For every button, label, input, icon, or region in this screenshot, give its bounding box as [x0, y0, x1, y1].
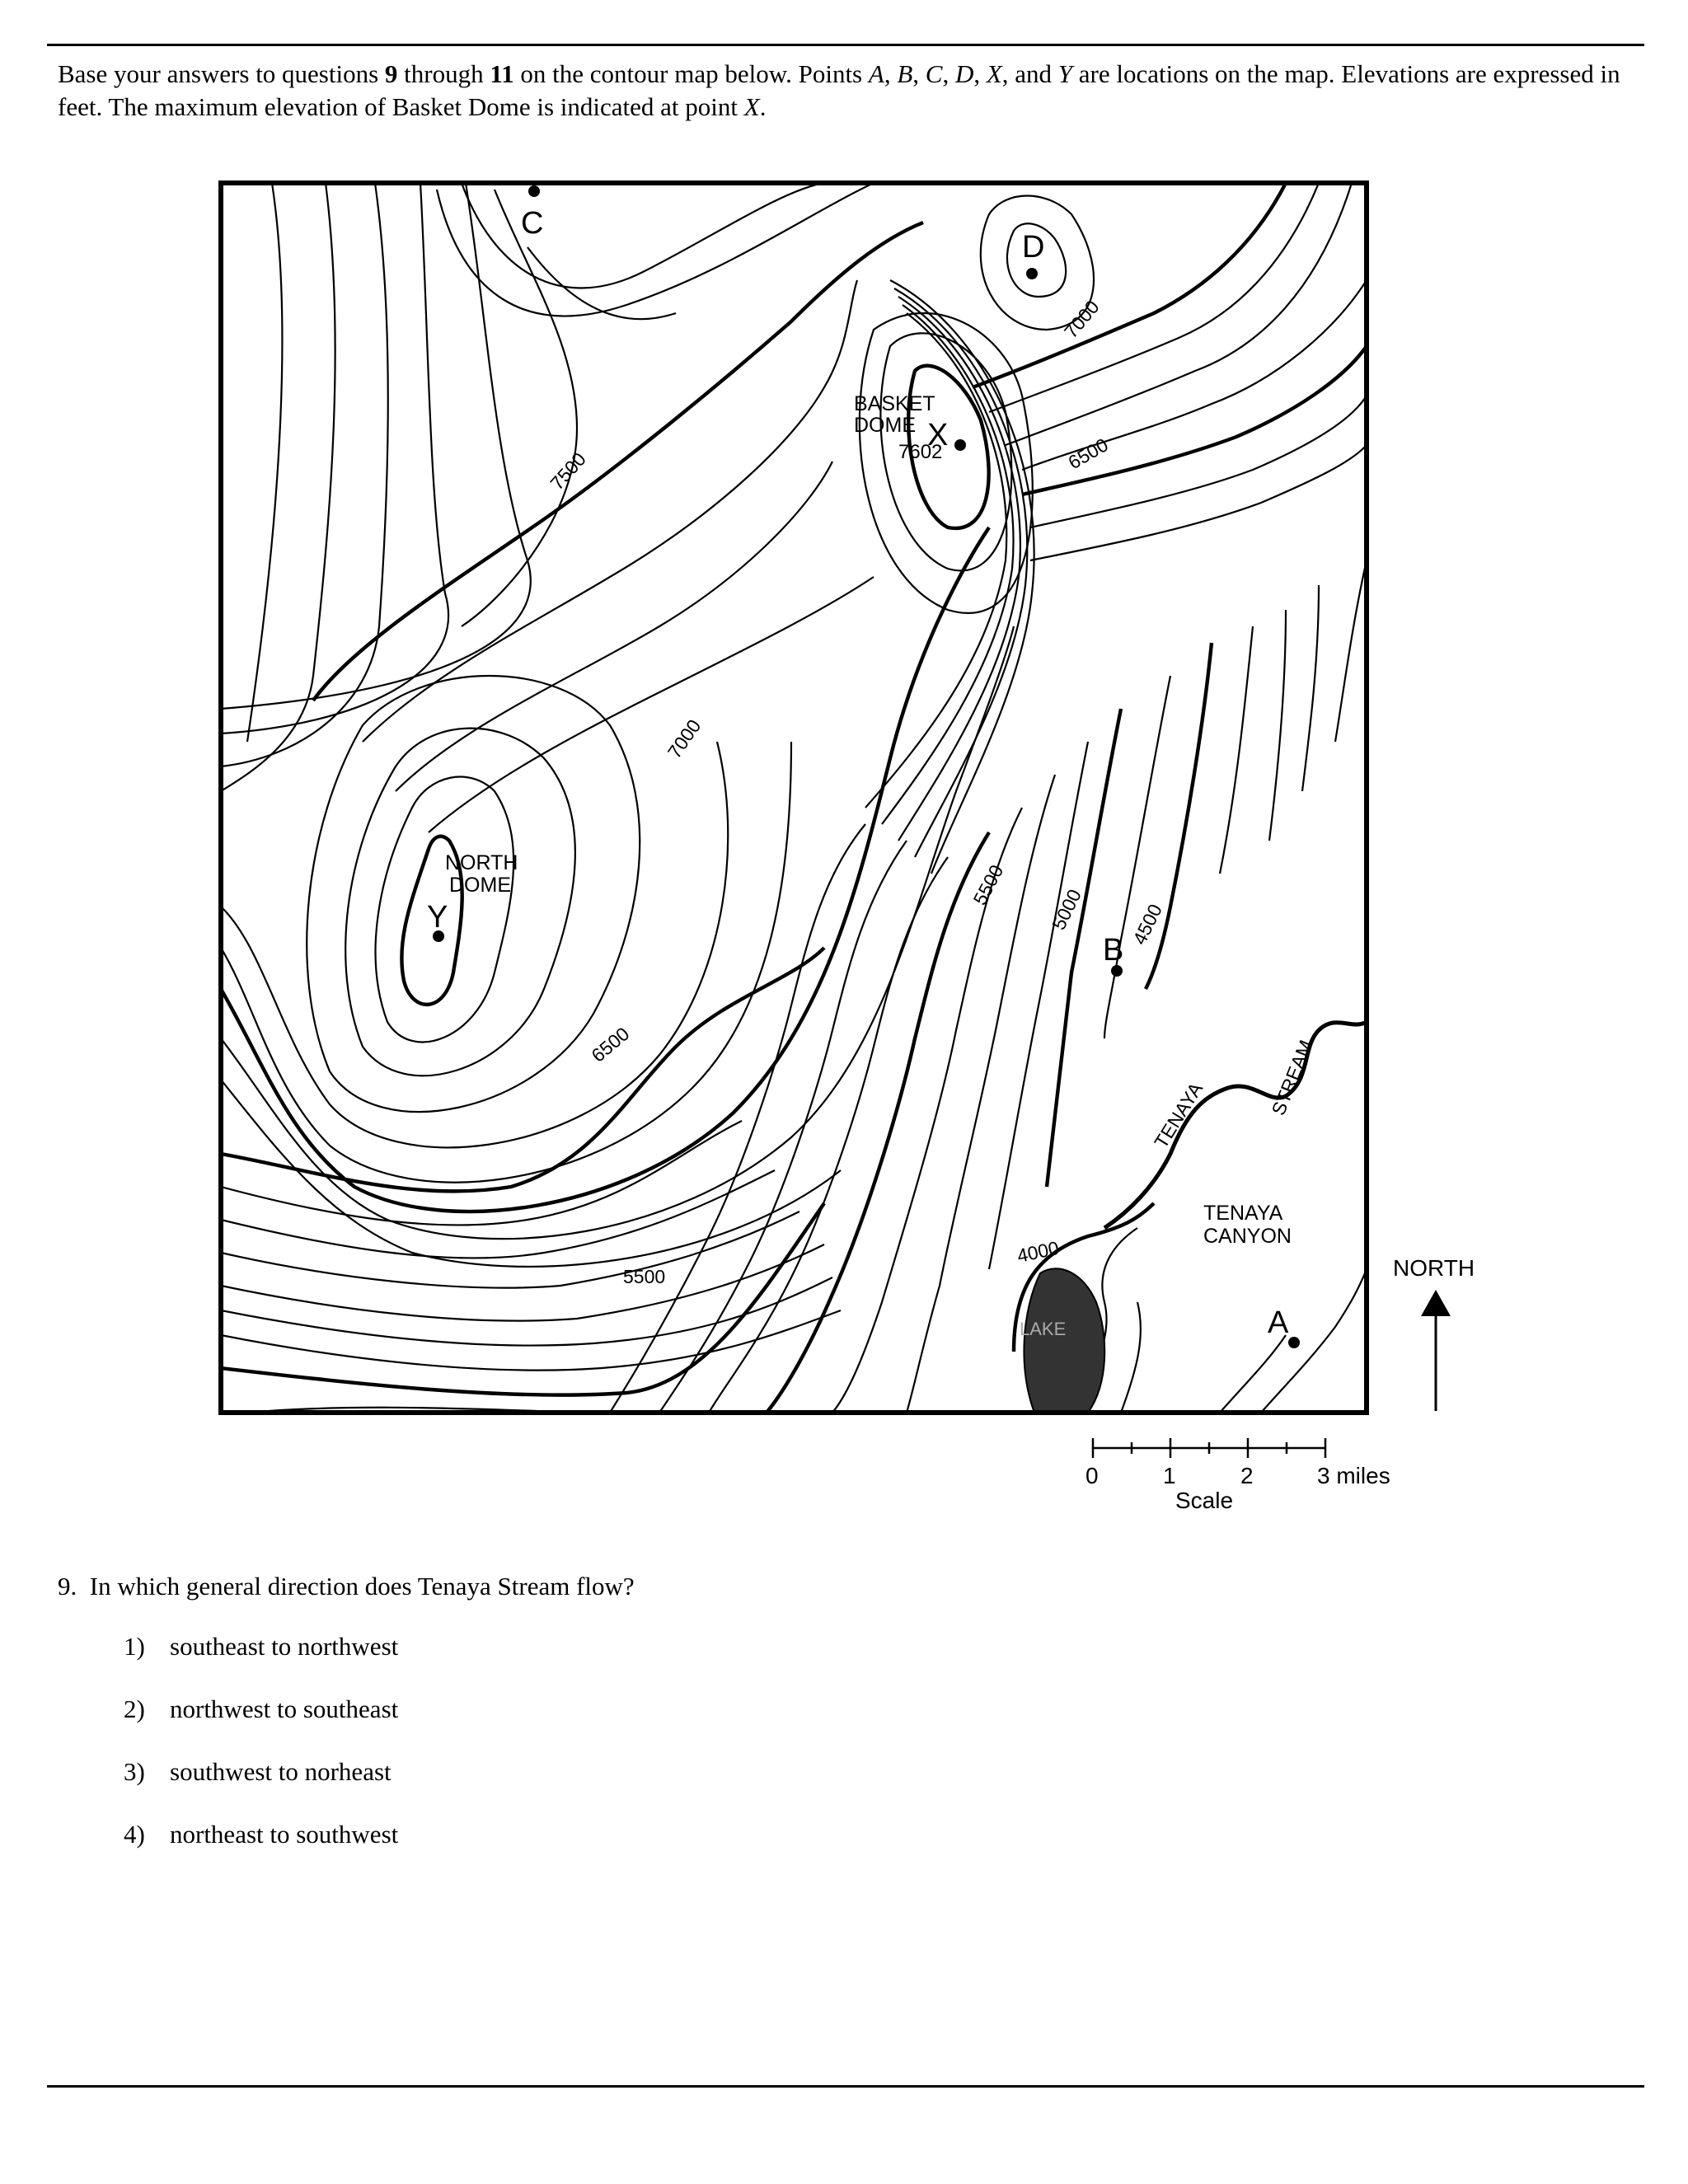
contour-line: [1302, 585, 1319, 791]
intro-point-y: Y: [1057, 59, 1073, 88]
intro-sep: ,: [912, 59, 926, 88]
option-number: 3): [124, 1757, 145, 1786]
contour-line: [1022, 280, 1367, 470]
contour-4500: [1146, 643, 1212, 989]
point-d-dot: [1026, 268, 1038, 279]
intro-sep: , and: [1001, 59, 1058, 88]
option-text: northwest to southeast: [170, 1694, 399, 1723]
intro-text: are locations on the map. Elevations are expressed in feet. The maximum elevation of Basket Dome is indicated at point: [58, 59, 1620, 121]
point-d-label: D: [1022, 230, 1045, 265]
option-text: southeast to northwest: [170, 1632, 399, 1661]
contour-line: [396, 462, 832, 791]
contour-line: [221, 183, 531, 709]
contour-line: [221, 183, 448, 733]
tenaya-stream-line: [1104, 1022, 1367, 1228]
contour-line: [221, 1310, 841, 1371]
contour-line: [1121, 1302, 1141, 1413]
canyon-label-line2: CANYON: [1203, 1225, 1292, 1248]
intro-text: on the contour map below. Points: [513, 59, 869, 88]
contour-label-7000-top: 7000: [1059, 296, 1104, 343]
basket-dome-label-line2: DOME: [854, 414, 916, 437]
answer-option-3[interactable]: [124, 1755, 398, 1818]
contour-label-5500-mid: 5500: [968, 860, 1008, 909]
contour-line: [1104, 676, 1170, 1038]
intro-sep: ,: [884, 59, 898, 88]
answer-options: [124, 1630, 398, 1881]
answer-option-2[interactable]: [124, 1693, 398, 1755]
option-number: 4): [124, 1820, 145, 1849]
contour-label-6500-top: 6500: [1064, 434, 1112, 474]
contour-label-4000: 4000: [1015, 1236, 1062, 1267]
contour-7000-top: [973, 183, 1286, 387]
canyon-label-line1: TENAYA: [1203, 1202, 1283, 1225]
intro-point-d: D: [954, 59, 974, 88]
contour-label-4500: 4500: [1128, 900, 1166, 949]
question-number: 9.: [58, 1572, 77, 1601]
lake-label: LAKE: [1020, 1319, 1067, 1339]
contour-line: [221, 183, 335, 791]
contour-5500-low: [221, 1203, 824, 1395]
contour-line: [1269, 610, 1286, 841]
contour-line: [221, 742, 728, 1147]
intro-sep: ,: [973, 59, 987, 88]
intro-point-x-ref: X: [743, 92, 760, 121]
question-9: [58, 1570, 635, 1603]
contour-label-5000: 5000: [1048, 885, 1085, 934]
intro-period: .: [759, 92, 767, 121]
north-arrow-label: NORTH: [1393, 1255, 1475, 1281]
option-number: 2): [124, 1694, 145, 1723]
point-x-dot: [954, 439, 966, 451]
contour-line: [1220, 1335, 1286, 1413]
contour-label-7000-mid: 7000: [663, 715, 706, 762]
contour-line: [462, 183, 824, 288]
stream-label-stream: STREAM: [1267, 1037, 1317, 1118]
contour-line: [659, 841, 907, 1413]
scale-labels: [1085, 1463, 1390, 1513]
point-b-label: B: [1103, 933, 1124, 968]
contour-line: [1261, 1269, 1367, 1413]
contour-label-7500: 7500: [546, 448, 590, 494]
point-x-label: X: [927, 418, 949, 452]
intro-text: through: [397, 59, 490, 88]
intro-point-a: A: [868, 59, 884, 88]
scale-title: Scale: [1175, 1488, 1234, 1513]
intro-text: Base your answers to questions: [58, 59, 385, 88]
contour-line: [221, 183, 388, 766]
contour-line: [832, 808, 1022, 1413]
scale-tick-0: 0: [1085, 1463, 1099, 1488]
basket-dome-label-line1: BASKET: [854, 392, 935, 415]
stream-label-tenaya: TENAYA: [1150, 1078, 1207, 1152]
contour-line: [221, 626, 1014, 1239]
point-a-dot: [1288, 1337, 1300, 1348]
contour-6500: [221, 948, 824, 1191]
intro-sep: ,: [942, 59, 955, 88]
contour-7000: [221, 527, 989, 1212]
point-c-dot: [528, 185, 540, 197]
summit-elevation-label: 7602: [898, 441, 943, 463]
question-end-number: 11: [490, 59, 514, 88]
lake-shape: [1024, 1268, 1104, 1413]
north-dome-label-line1: NORTH: [445, 851, 518, 874]
contour-line: [1335, 560, 1367, 742]
answer-option-4[interactable]: [124, 1818, 398, 1881]
map-border: [221, 183, 1367, 1413]
intro-point-c: C: [925, 59, 943, 88]
contour-line: [221, 1170, 775, 1258]
north-arrow-icon: [1421, 1290, 1451, 1411]
option-text: northeast to southwest: [170, 1820, 399, 1849]
question-start-number: 9: [384, 59, 398, 88]
scale-tick-3: 3 miles: [1317, 1463, 1390, 1488]
point-a-label: A: [1268, 1305, 1289, 1340]
scale-bar: [1093, 1438, 1325, 1458]
question-text: In which general direction does Tenaya Stream flow?: [89, 1572, 635, 1601]
contour-line: [1220, 626, 1253, 874]
contour-line: [437, 183, 874, 316]
contour-line: [363, 280, 857, 742]
bottom-rule: [47, 2085, 1644, 2088]
intro-point-b: B: [897, 59, 913, 88]
point-c-label: C: [521, 206, 544, 241]
contour-line: [247, 183, 282, 742]
contour-line: [989, 742, 1088, 1269]
scale-tick-2: 2: [1240, 1463, 1254, 1488]
scale-tick-1: 1: [1163, 1463, 1176, 1488]
contour-line: [709, 857, 948, 1413]
option-text: southwest to norheast: [170, 1757, 392, 1786]
contour-label-5500-low: 5500: [623, 1266, 666, 1287]
contour-line: [462, 190, 577, 626]
contour-lines: [221, 183, 1367, 1413]
intro-point-x: X: [986, 59, 1002, 88]
contour-cliff: [898, 297, 1020, 841]
north-dome-label-line2: DOME: [449, 874, 511, 897]
contour-label-6500-low: 6500: [587, 1023, 634, 1066]
point-y-label: Y: [427, 900, 448, 935]
option-number: 1): [124, 1632, 145, 1661]
answer-option-1[interactable]: [124, 1630, 398, 1693]
